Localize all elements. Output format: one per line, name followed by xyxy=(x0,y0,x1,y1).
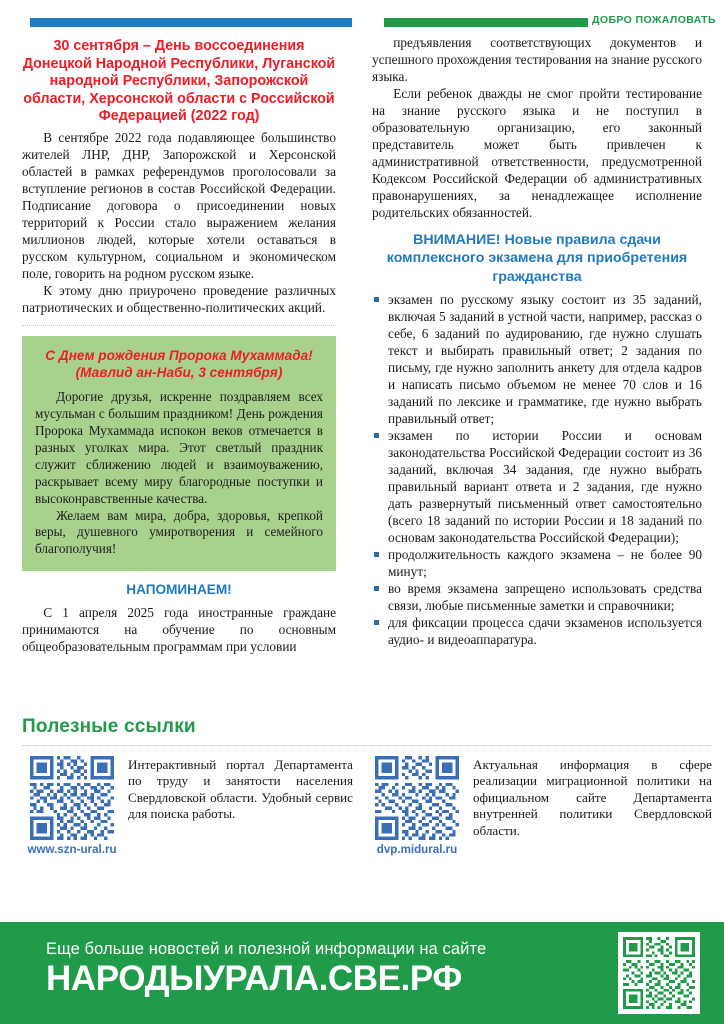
useful-links-row xyxy=(22,756,712,856)
footer-qr-block[interactable] xyxy=(618,932,700,1014)
green-accent-bar xyxy=(384,18,588,27)
qr-url-label[interactable]: www.szn-ural.ru xyxy=(27,843,117,856)
footer-site-url[interactable]: НАРОДЫУРАЛА.СВЕ.РФ xyxy=(46,959,462,998)
list-item: экзамен по истории России и основам законодательства Российской Федерации состоит из 36 заданий, включая 34 задания, где нужно выбрать правильный вариант ответа и 2 задания, где нужно дать развернутый письменный ответ самостоятельно (всего 18 заданий по истории России и 18 заданий по основам законодательства Российской Федерации); xyxy=(372,427,702,546)
exam-rules-bullet-list xyxy=(372,291,702,648)
list-item[interactable] xyxy=(367,756,712,856)
left-column xyxy=(0,34,346,655)
useful-links-section xyxy=(22,716,712,856)
useful-links-divider xyxy=(22,745,712,746)
useful-links-title: Полезные ссылки xyxy=(22,716,196,737)
mawlid-green-box xyxy=(22,336,336,571)
reminder-title: НАПОМИНАЕМ! xyxy=(126,582,232,598)
list-item[interactable] xyxy=(22,756,367,856)
qr-code-icon[interactable] xyxy=(623,937,695,1009)
qr-block[interactable] xyxy=(367,756,467,856)
reunification-paragraph-2: К этому дню приурочено проведение различных патриотических и общественно-политических акций. xyxy=(22,283,336,316)
qr-code-icon[interactable] xyxy=(375,756,459,840)
continued-paragraph-1: предъявления соответствующих документов и успешного прохождения тестирования на знание русского языка. xyxy=(372,35,702,85)
reminder-paragraph-1: С 1 апреля 2025 года иностранные граждане принимаются на обучение по основным общеобразовательным программам при условии xyxy=(22,604,336,654)
blue-accent-bar xyxy=(30,18,352,27)
list-item: продолжительность каждого экзамена – не более 90 минут; xyxy=(372,546,702,580)
qr-url-label[interactable]: dvp.midural.ru xyxy=(376,843,458,856)
continued-paragraph-2: Если ребенок дважды не смог пройти тестирование на знание русского языка и не поступил в образовательную организацию, его законный представитель может быть привлечен к административной ответственности, предусмотренной Кодексом Российской Федерации об административных правонарушениях, за ненадлежащее исполнение родительских обязанностей. xyxy=(372,86,702,221)
qr-block[interactable] xyxy=(22,756,122,856)
list-item: во время экзамена запрещено использовать средства связи, любые письменные заметки и справочники; xyxy=(372,580,702,614)
list-item: для фиксации процесса сдачи экзаменов используется аудио- и видеоаппаратура. xyxy=(372,614,702,648)
qr-code-icon[interactable] xyxy=(30,756,114,840)
right-column xyxy=(346,34,724,648)
reunification-paragraph-1: В сентябре 2022 года подавляющее большинство жителей ЛНР, ДНР, Запорожской и Херсонской областей в рамках референдумов проголосовали за вступление регионов в состав Российской Федерации. Подписание договора о присоединении новых территорий к России стало выражением желания миллионов людей, которые хотели оставаться в русском культурном, социальном и экономическом поле, говорить на родном русском языке. xyxy=(22,129,336,282)
mawlid-paragraph-1: Дорогие друзья, искренне поздравляем всех мусульман с большим праздником! День рождения Пророка Мухаммада испокон веков отмечается в разных уголках мира. Этот светлый праздник служит сближению людей и взаимоуважению, раскрывает всему миру благородные поступки и высоконравственные качества. xyxy=(35,389,323,506)
welcome-label: ДОБРО ПОЖАЛОВАТЬ xyxy=(592,14,716,26)
list-item: экзамен по русскому языку состоит из 35 заданий, включая 5 заданий в устной части, например, рассказ о себе, 6 заданий по аудированию, где нужно слушать текст и выбирать правильный ответ; 2 задания по письму, где нужно заполнить анкету для отдела кадров и написать письмо объемом не менее 70 слов и 16 заданий по лексике и грамматике, где нужно выбрать правильный ответ; xyxy=(372,291,702,427)
mawlid-paragraph-2: Желаем вам мира, добра, здоровья, крепкой веры, душевного умиротворения и семейного благополучия! xyxy=(35,507,323,557)
link-description: Актуальная информация в сфере реализации миграционной политики на официальном сайте Департамента внутренней политики Свердловской области. xyxy=(473,757,712,838)
section-divider xyxy=(22,325,336,326)
footer-text xyxy=(46,940,486,998)
footer-banner xyxy=(0,922,724,1024)
reunification-headline: 30 сентября – День воссоединения Донецкой Народной Республики, Луганской народной Республики, Запорожской области, Херсонской области с Российской Федерацией (2022 год) xyxy=(22,38,336,125)
footer-tagline: Еще больше новостей и полезной информации на сайте xyxy=(46,940,487,958)
top-accent-bars xyxy=(0,14,724,28)
exam-rules-title: ВНИМАНИЕ! Новые правила сдачи комплексного экзамена для приобретения гражданства xyxy=(386,232,688,285)
page-body xyxy=(0,34,724,655)
link-description: Интерактивный портал Департамента по труду и занятости населения Свердловской области. Удобный сервис для поиска работы. xyxy=(128,757,353,822)
two-column-layout xyxy=(0,34,724,655)
mawlid-title: С Днем рождения Пророка Мухаммада! (Мавлид ан-Наби, 3 сентября) xyxy=(45,348,313,381)
